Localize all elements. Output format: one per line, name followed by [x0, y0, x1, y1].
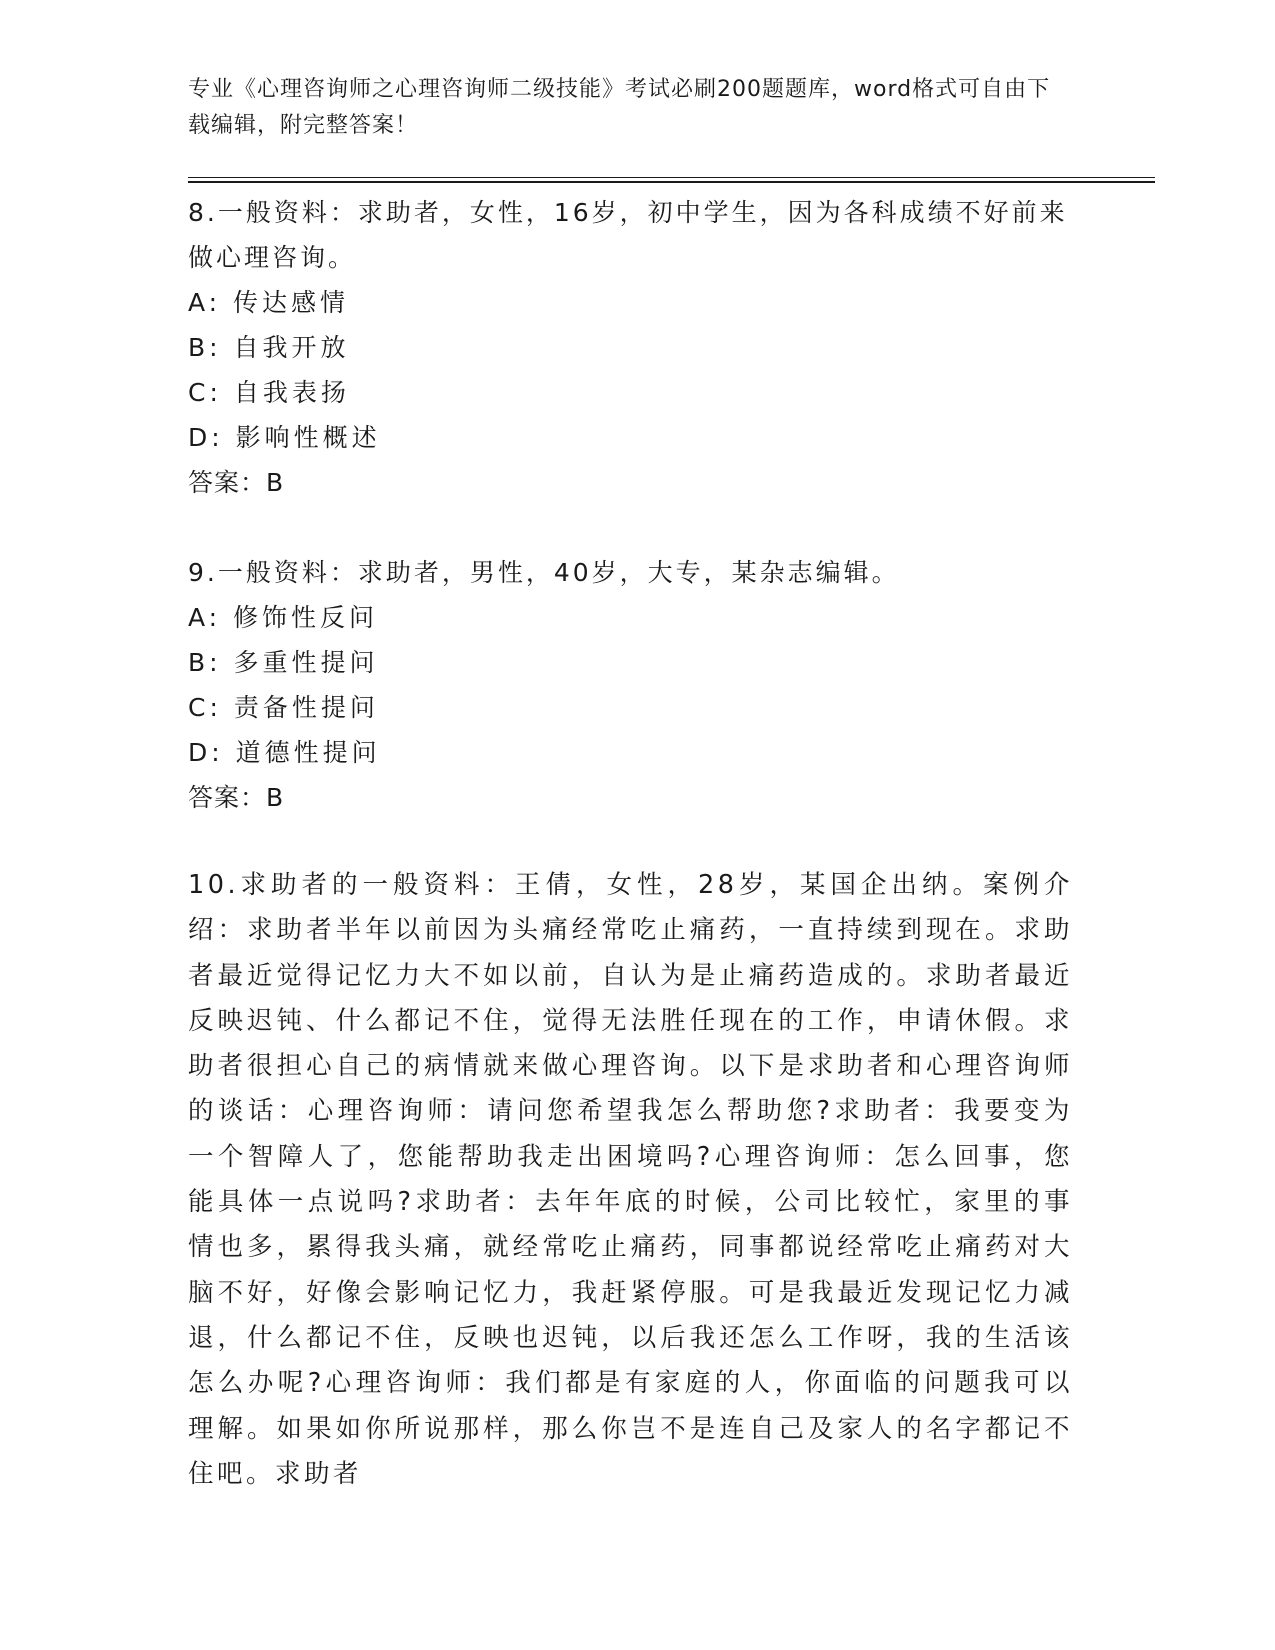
- option-d: D: 影响性概述: [188, 423, 381, 452]
- spacer: [188, 820, 1073, 863]
- spacer: [188, 505, 1073, 550]
- option-c: C: 责备性提问: [188, 693, 379, 722]
- option-c: C: 自我表扬: [188, 378, 350, 407]
- option-d: D: 道德性提问: [188, 738, 381, 767]
- option-a: A: 传达感情: [188, 288, 350, 317]
- answer-line: 答案：B: [188, 468, 285, 497]
- option-b: B: 自我开放: [188, 333, 350, 362]
- answer-line: 答案：B: [188, 783, 285, 812]
- option-a: A: 修饰性反问: [188, 603, 379, 632]
- document-body: [188, 190, 1073, 1497]
- question-stem: 9.一般资料：求助者，男性，40岁，大专，某杂志编辑。: [188, 558, 900, 587]
- header-divider-thick: [188, 181, 1155, 183]
- question-10: [188, 863, 1073, 1497]
- question-9: [188, 550, 1073, 820]
- header-divider-thin: [188, 177, 1155, 178]
- question-stem: 8.一般资料：求助者，女性，16岁，初中学生，因为各科成绩不好前来做心理咨询。: [188, 198, 1068, 272]
- question-8: [188, 190, 1073, 505]
- page-header: 专业《心理咨询师之心理咨询师二级技能》考试必刷200题题库，word格式可自由下载编辑，附完整答案！: [188, 77, 1051, 138]
- question-stem: 10.求助者的一般资料：王倩，女性，28岁，某国企出纳。案例介绍：求助者半年以前因为头痛经常吃止痛药，一直持续到现在。求助者最近觉得记忆力大不如以前，自认为是止痛药造成的。求助者最近反映迟钝、什么都记不住，觉得无法胜任现在的工作，申请休假。求助者很担心自己的病情就来做心理咨询。以下是求助者和心理咨询师的谈话：心理咨询师：请问您希望我怎么帮助您?求助者：我要变为一个智障人了，您能帮助我走出困境吗?心理咨询师：怎么回事，您能具体一点说吗?求助者：去年年底的时候，公司比较忙，家里的事情也多，累得我头痛，就经常吃止痛药，同事都说经常吃止痛药对大脑不好，好像会影响记忆力，我赶紧停服。可是我最近发现记忆力减退，什么都记不住，反映也迟钝，以后我还怎么工作呀，我的生活该怎么办呢?心理咨询师：我们都是有家庭的人，你面临的问题我可以理解。如果如你所说那样，那么你岂不是连自己及家人的名字都记不住吧。求助者: [188, 870, 1073, 1489]
- option-b: B: 多重性提问: [188, 648, 379, 677]
